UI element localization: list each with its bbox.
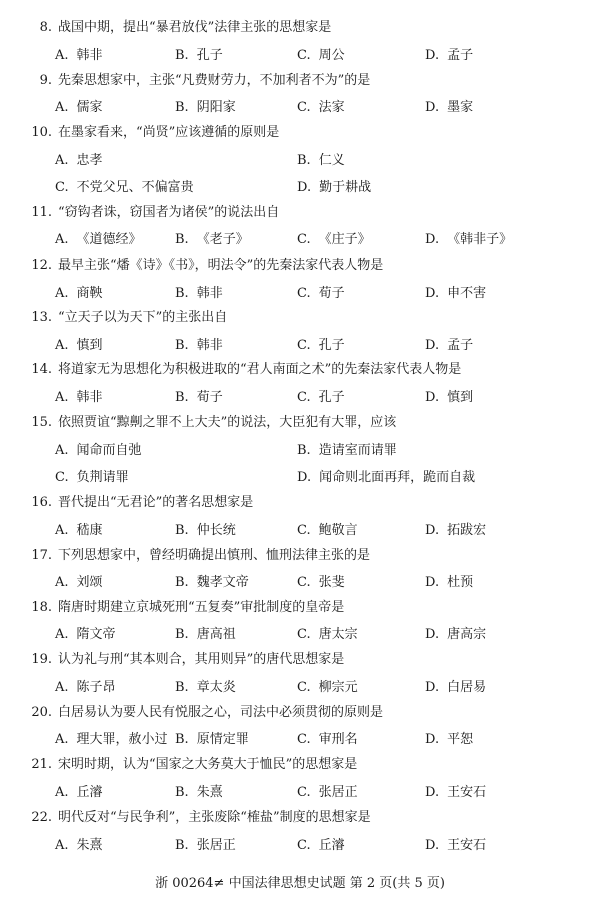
option-text: 韩非	[196, 286, 223, 301]
answer-option	[55, 180, 194, 196]
option-label: B.	[175, 100, 189, 115]
option-text: 理大罪，赦小过	[76, 732, 168, 747]
answer-option	[425, 100, 473, 116]
option-label: A.	[55, 100, 69, 115]
question-stem	[30, 258, 383, 274]
option-label: B.	[175, 838, 189, 853]
answer-option	[297, 732, 358, 748]
answer-option	[175, 785, 223, 801]
option-label: A.	[55, 627, 69, 642]
answer-option	[55, 232, 142, 248]
answer-option	[297, 153, 345, 169]
option-label: A.	[55, 443, 69, 458]
question-text: 认为礼与刑“其本则合，其用则异”的唐代思想家是	[58, 652, 345, 667]
question-text: 隋唐时期建立京城死刑“五复奏”审批制度的皇帝是	[58, 600, 345, 615]
page-footer: 浙 00264≠ 中国法律思想史试题 第 2 页(共 5 页)	[155, 876, 445, 891]
option-label: B.	[297, 153, 311, 168]
question-text: 依照贾谊“黥劓之罪不上大夫”的说法，大臣犯有大罪，应该	[58, 415, 397, 430]
option-text: 负荆请罪	[76, 470, 129, 485]
option-text: 韩非	[196, 338, 223, 353]
question-text: 白居易认为要人民有悦服之心，司法中必须贯彻的原则是	[58, 705, 384, 720]
option-text: 忠孝	[76, 153, 103, 168]
option-label: D.	[425, 48, 440, 63]
question-stem	[30, 362, 461, 378]
answer-option	[175, 100, 236, 116]
answer-option	[55, 732, 168, 748]
option-text: 王安石	[447, 785, 487, 800]
option-text: 王安石	[447, 838, 487, 853]
option-text: 闻命则北面再拜，跪而自裁	[319, 470, 476, 485]
option-text: 柳宗元	[318, 680, 358, 695]
answer-option	[175, 232, 249, 248]
question-number: 16.	[31, 495, 52, 510]
question-text: 战国中期，提出“暴君放伐”法律主张的思想家是	[58, 20, 332, 35]
option-label: D.	[425, 523, 440, 538]
question-stem	[30, 73, 370, 89]
option-label: A.	[55, 286, 69, 301]
option-text: 商鞅	[76, 286, 103, 301]
option-text: 刘颂	[76, 575, 103, 590]
option-text: 鲍敬言	[318, 523, 358, 538]
question-number: 18.	[31, 600, 52, 615]
answer-option	[425, 232, 512, 248]
option-text: 慎到	[447, 390, 474, 405]
question-stem	[30, 652, 344, 668]
option-text: 荀子	[196, 390, 223, 405]
option-text: 嵇康	[76, 523, 103, 538]
option-text: 拓跋宏	[447, 523, 487, 538]
answer-option	[297, 627, 358, 643]
option-label: C.	[297, 732, 311, 747]
question-number: 11.	[31, 205, 52, 220]
answer-option	[55, 470, 129, 486]
option-text: 《庄子》	[318, 232, 371, 247]
option-text: 仁义	[318, 153, 345, 168]
option-text: 阴阳家	[196, 100, 236, 115]
answer-option	[55, 390, 103, 406]
option-label: C.	[297, 838, 311, 853]
option-text: 张居正	[318, 785, 358, 800]
option-label: D.	[297, 470, 312, 485]
option-label: B.	[175, 523, 189, 538]
question-text: 将道家无为思想化为积极进取的“君人南面之术”的先秦法家代表人物是	[58, 362, 462, 377]
question-stem	[30, 125, 279, 141]
option-label: D.	[425, 100, 440, 115]
option-text: 不党父兄、不偏富贵	[76, 180, 194, 195]
option-label: D.	[425, 338, 440, 353]
option-label: B.	[175, 732, 189, 747]
option-label: A.	[55, 523, 69, 538]
option-label: B.	[175, 338, 189, 353]
option-text: 章太炎	[196, 680, 236, 695]
option-text: 唐太宗	[318, 627, 358, 642]
answer-option	[425, 575, 473, 591]
option-text: 丘濬	[318, 838, 345, 853]
answer-option	[297, 443, 397, 459]
question-number: 20.	[31, 705, 52, 720]
option-text: 《道德经》	[76, 232, 142, 247]
answer-option	[55, 523, 103, 539]
answer-option	[425, 48, 473, 64]
answer-option	[55, 680, 116, 696]
option-label: D.	[425, 575, 440, 590]
option-label: B.	[175, 286, 189, 301]
answer-option	[55, 575, 103, 591]
answer-option	[55, 785, 103, 801]
option-label: D.	[425, 232, 440, 247]
option-label: C.	[55, 470, 69, 485]
option-text: 孔子	[318, 390, 345, 405]
option-text: 审刑名	[318, 732, 358, 747]
option-label: B.	[175, 575, 189, 590]
question-stem	[30, 600, 344, 616]
question-text: 宋明时期，认为“国家之大务莫大于恤民”的思想家是	[58, 757, 358, 772]
answer-option	[175, 732, 249, 748]
option-text: 原情定罪	[196, 732, 249, 747]
option-label: C.	[297, 390, 311, 405]
question-number: 22.	[31, 810, 52, 825]
option-text: 朱熹	[76, 838, 103, 853]
answer-option	[55, 443, 142, 459]
answer-option	[175, 286, 223, 302]
option-label: B.	[175, 627, 189, 642]
answer-option	[55, 338, 103, 354]
question-stem	[30, 205, 279, 221]
option-label: D.	[297, 180, 312, 195]
answer-option	[297, 180, 371, 196]
option-label: C.	[297, 575, 311, 590]
option-label: A.	[55, 680, 69, 695]
question-stem	[30, 310, 227, 326]
option-label: A.	[55, 732, 69, 747]
answer-option	[425, 838, 486, 854]
answer-option	[425, 390, 473, 406]
answer-option	[297, 48, 345, 64]
option-label: A.	[55, 48, 69, 63]
option-text: 造请室而请罪	[318, 443, 397, 458]
question-stem	[30, 757, 357, 773]
question-text: 在墨家看来，“尚贤”应该遵循的原则是	[58, 125, 280, 140]
question-text: 最早主张“燔《诗》《书》，明法令”的先秦法家代表人物是	[58, 258, 384, 273]
answer-option	[425, 680, 486, 696]
option-label: C.	[55, 180, 69, 195]
option-label: C.	[297, 232, 311, 247]
option-label: B.	[175, 390, 189, 405]
answer-option	[297, 575, 345, 591]
option-text: 孟子	[447, 338, 474, 353]
answer-option	[425, 338, 473, 354]
option-label: A.	[55, 232, 69, 247]
answer-option	[297, 470, 475, 486]
question-number: 17.	[31, 548, 52, 563]
option-text: 勤于耕战	[319, 180, 372, 195]
option-text: 闻命而自弛	[76, 443, 142, 458]
option-label: C.	[297, 523, 311, 538]
question-text: 晋代提出“无君论”的著名思想家是	[58, 495, 254, 510]
question-text: 先秦思想家中，主张“凡费财劳力，不加利者不为”的是	[58, 73, 371, 88]
question-number: 21.	[31, 757, 52, 772]
question-number: 19.	[31, 652, 52, 667]
option-text: 隋文帝	[76, 627, 116, 642]
question-text: “窃钩者诛，窃国者为诸侯”的说法出自	[58, 205, 280, 220]
option-label: C.	[297, 48, 311, 63]
option-label: D.	[425, 785, 440, 800]
option-label: C.	[297, 785, 311, 800]
answer-option	[425, 286, 486, 302]
answer-option	[297, 680, 358, 696]
question-number: 14.	[31, 362, 52, 377]
option-label: A.	[55, 785, 69, 800]
question-number: 8.	[39, 20, 52, 35]
answer-option	[425, 523, 486, 539]
question-stem	[30, 548, 370, 564]
option-text: 儒家	[76, 100, 103, 115]
question-text: 下列思想家中，曾经明确提出慎刑、恤刑法律主张的是	[58, 548, 371, 563]
option-text: 杜预	[447, 575, 474, 590]
option-text: 法家	[318, 100, 345, 115]
answer-option	[175, 575, 249, 591]
option-text: 《韩非子》	[447, 232, 513, 247]
option-label: C.	[297, 100, 311, 115]
answer-option	[297, 100, 345, 116]
answer-option	[55, 286, 103, 302]
answer-option	[175, 338, 223, 354]
option-label: B.	[175, 232, 189, 247]
option-text: 白居易	[447, 680, 487, 695]
option-label: C.	[297, 627, 311, 642]
answer-option	[55, 48, 103, 64]
question-stem	[30, 705, 383, 721]
option-text: 唐高祖	[196, 627, 236, 642]
answer-option	[297, 523, 358, 539]
option-text: 张斐	[318, 575, 345, 590]
option-text: 韩非	[76, 390, 103, 405]
option-text: 唐高宗	[447, 627, 487, 642]
answer-option	[175, 627, 236, 643]
option-label: B.	[297, 443, 311, 458]
question-number: 12.	[31, 258, 52, 273]
option-label: D.	[425, 627, 440, 642]
answer-option	[425, 785, 486, 801]
option-text: 荀子	[318, 286, 345, 301]
option-label: B.	[175, 680, 189, 695]
answer-option	[297, 838, 345, 854]
option-text: 周公	[318, 48, 345, 63]
answer-option	[297, 232, 371, 248]
question-stem	[30, 20, 331, 36]
option-label: B.	[175, 785, 189, 800]
option-text: 丘濬	[76, 785, 103, 800]
option-label: C.	[297, 680, 311, 695]
option-text: 慎到	[76, 338, 103, 353]
option-label: D.	[425, 732, 440, 747]
answer-option	[55, 100, 103, 116]
answer-option	[175, 680, 236, 696]
option-label: A.	[55, 838, 69, 853]
answer-option	[175, 48, 223, 64]
option-text: 仲长统	[196, 523, 236, 538]
option-label: D.	[425, 390, 440, 405]
answer-option	[175, 523, 236, 539]
option-text: 韩非	[76, 48, 103, 63]
option-label: D.	[425, 838, 440, 853]
option-label: B.	[175, 48, 189, 63]
option-label: A.	[55, 153, 69, 168]
answer-option	[55, 627, 116, 643]
answer-option	[297, 286, 345, 302]
option-label: A.	[55, 390, 69, 405]
answer-option	[297, 338, 345, 354]
question-number: 10.	[31, 125, 52, 140]
question-number: 9.	[39, 73, 52, 88]
answer-option	[175, 838, 236, 854]
option-label: C.	[297, 338, 311, 353]
option-label: C.	[297, 286, 311, 301]
option-text: 孟子	[447, 48, 474, 63]
option-label: A.	[55, 338, 69, 353]
option-text: 张居正	[196, 838, 236, 853]
answer-option	[425, 732, 473, 748]
answer-option	[297, 785, 358, 801]
question-number: 15.	[31, 415, 52, 430]
question-number: 13.	[31, 310, 52, 325]
answer-option	[425, 627, 486, 643]
option-text: 朱熹	[196, 785, 223, 800]
option-label: A.	[55, 575, 69, 590]
question-text: “立天子以为天下”的主张出自	[58, 310, 228, 325]
option-text: 墨家	[447, 100, 474, 115]
option-text: 孔子	[318, 338, 345, 353]
option-text: 孔子	[196, 48, 223, 63]
answer-option	[55, 153, 103, 169]
option-text: 申不害	[447, 286, 487, 301]
option-label: D.	[425, 286, 440, 301]
question-text: 明代反对“与民争利”，主张废除“榷盐”制度的思想家是	[58, 810, 371, 825]
answer-option	[297, 390, 345, 406]
answer-option	[55, 838, 103, 854]
option-text: 平恕	[447, 732, 474, 747]
option-text: 魏孝文帝	[196, 575, 249, 590]
question-stem	[30, 495, 253, 511]
option-label: D.	[425, 680, 440, 695]
question-stem	[30, 810, 371, 826]
option-text: 《老子》	[196, 232, 249, 247]
option-text: 陈子昂	[76, 680, 116, 695]
answer-option	[175, 390, 223, 406]
question-stem	[30, 415, 396, 431]
